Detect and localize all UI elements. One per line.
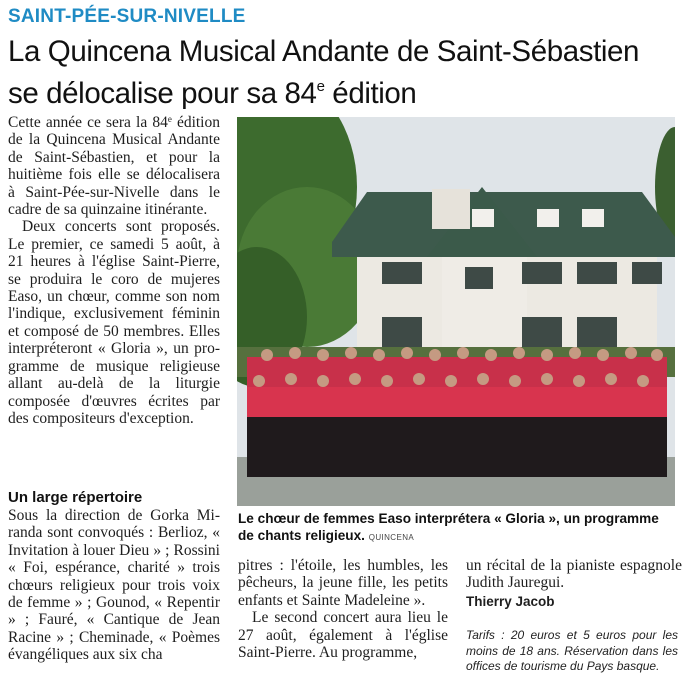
headline	[8, 34, 688, 111]
article-column-1-continued	[8, 507, 220, 664]
subheading: Un large répertoire	[8, 489, 143, 506]
photo-credit: QUINCENA	[368, 533, 415, 542]
intro-paragraph-1	[8, 114, 220, 218]
section-kicker: SAINT-PÉE-SUR-NIVELLE	[8, 6, 246, 27]
headline-line-2-end: édition	[324, 77, 417, 110]
headline-superscript: e	[316, 78, 325, 95]
tarifs-box: Tarifs : 20 euros et 5 euros pour les moins de 18 ans. Réservation dans les offices de tourisme du Pays basque.	[466, 628, 678, 673]
author-byline: Thierry Jacob	[466, 593, 555, 609]
intro-text-b: édition de la Quincena Musical Andante de Saint-Sébastien, et pour la huitième fois elle se délocalisera à Saint-Pée-sur-Nivelle dans le cadre de sa quinzaine itinérante.	[8, 114, 220, 219]
article-column-1	[8, 114, 220, 427]
repertoire-paragraph: Sous la direction de Gorka Miranda sont convoqués : Berlioz, « Invitation à louer Dieu » ; Rossini « Foi, espérance, charité » trois chœurs religieux pour trois voix de femme » ; Gounod, « Repentir » ; Fauré, « Cantique de Jean Racine » ; Cheminade, « Poèmes évangéliques aux six cha	[8, 507, 220, 664]
photo-caption	[238, 510, 678, 546]
caption-text: Le chœur de femmes Easo interprétera « Gloria », un programme de chants religieux.	[238, 511, 659, 543]
headline-line-1: La Quincena Musical Andante de Saint-Sébastien	[8, 35, 640, 68]
choir-photo-illustration	[237, 117, 675, 506]
col3-paragraph-1: un récital de la pianiste espagnole Judith Jauregui.	[466, 557, 682, 592]
col2-paragraph-1: pitres : l'étoile, les humbles, les pêcheurs, la jeune fille, les petits enfants et Sainte Madeleine ».	[238, 557, 448, 609]
intro-superscript: e	[167, 114, 172, 124]
col2-paragraph-2: Le second concert aura lieu le 27 août, également à l'église Saint-Pierre. Au programme,	[238, 609, 448, 662]
choir-photo	[237, 117, 675, 506]
headline-line-2: se délocalise pour sa 84	[8, 77, 317, 110]
article-column-3	[466, 557, 682, 610]
intro-text-a: Cette année ce sera la 84	[8, 114, 168, 131]
article-column-2	[238, 557, 448, 661]
intro-paragraph-2: Deux concerts sont proposés. Le premier, ce samedi 5 août, à 21 heures à l'église Saint-Pierre, se produira le coro de mujeres Easo, un chœur, comme son nom l'indique, exclusivement féminin et composé de 50 membres. Elles interpréteront « Gloria », un programme de musique religieuse allant au-delà de la liturgie composée d'œuvres écrites par des compositeurs d'exception.	[8, 218, 220, 427]
